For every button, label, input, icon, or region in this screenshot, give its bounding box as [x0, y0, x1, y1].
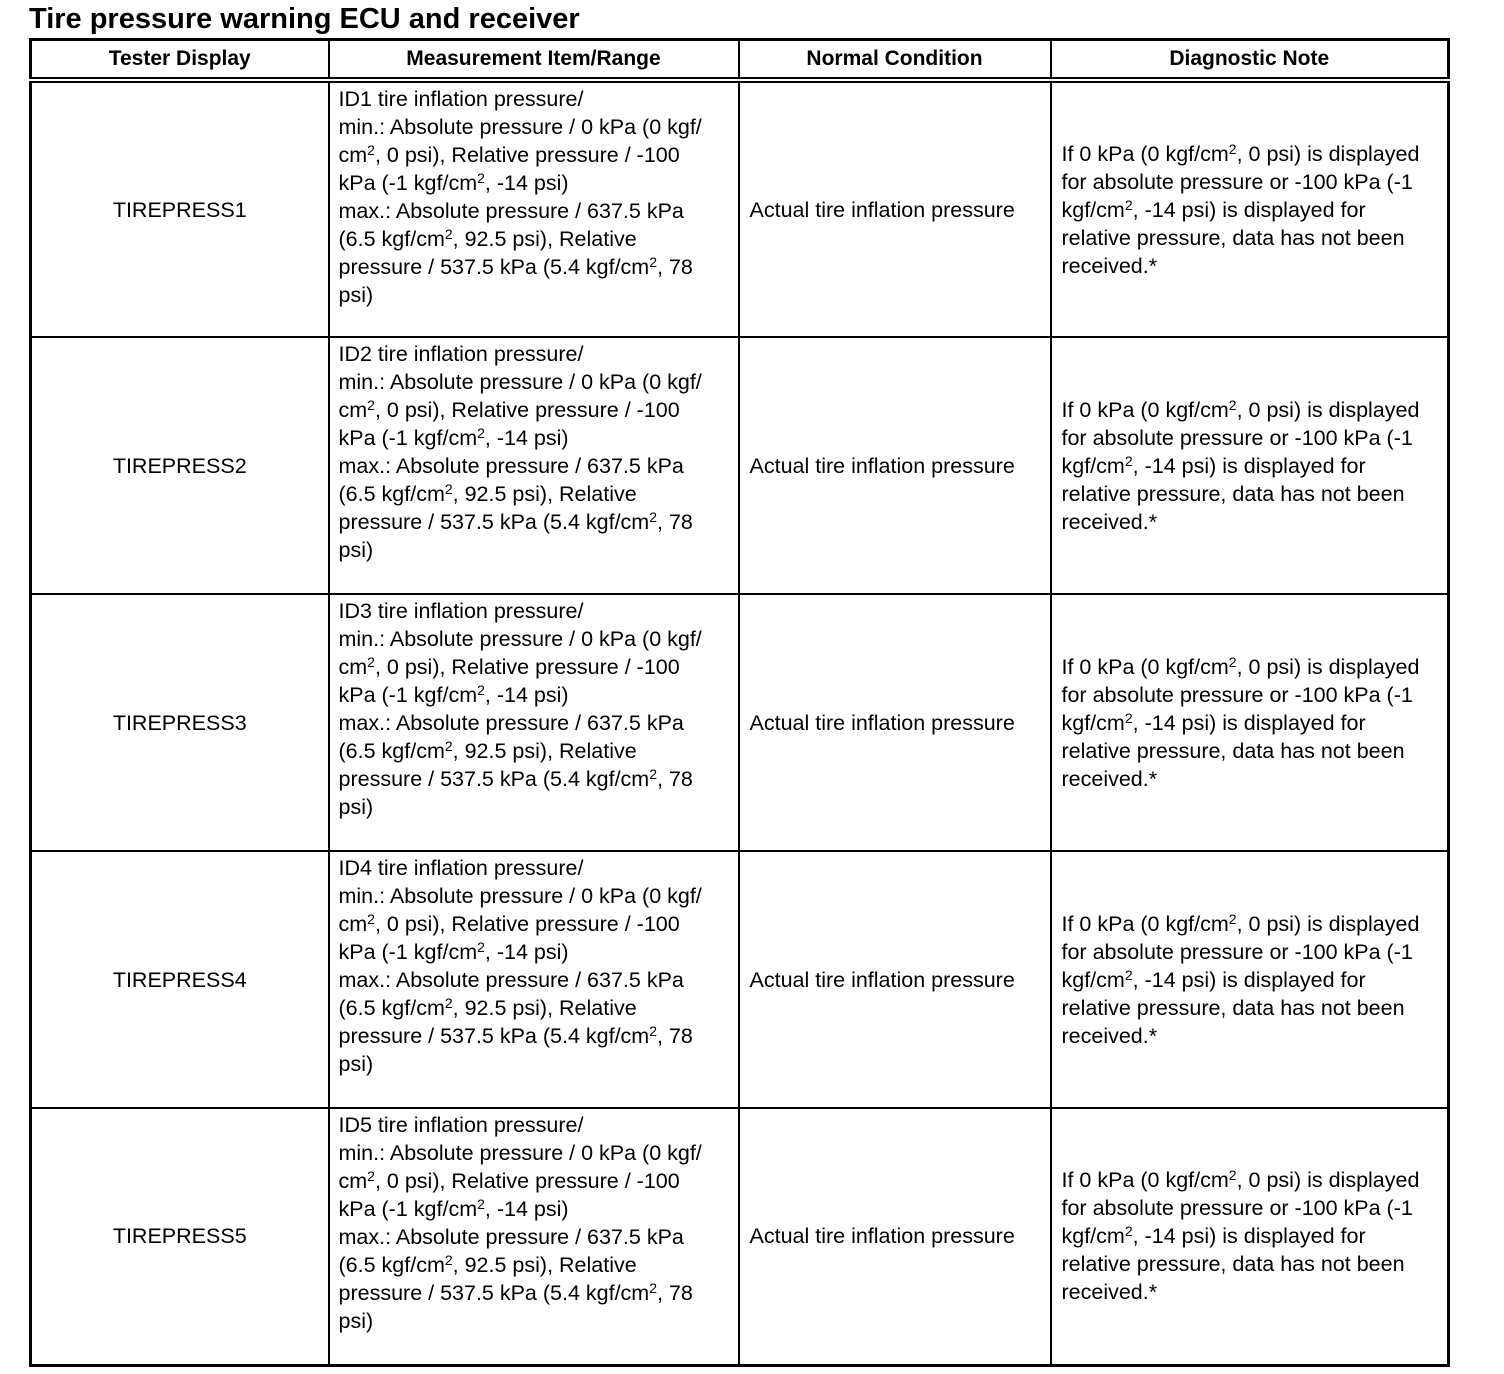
header-measurement-item-range: Measurement Item/Range [329, 40, 739, 81]
header-diagnostic-note: Diagnostic Note [1051, 40, 1449, 81]
tester-display-cell: TIREPRESS1 [31, 80, 329, 337]
measurement-range: min.: Absolute pressure / 0 kPa (0 kgf/ $cm^2$, 0 psi), Relative pressure / -100 kPa (-1 kgf/$cm^2$, -14 psi) max.: Absolute pressure / 637.5 kPa (6.5 kgf/$cm^2$, 92.5 psi), Relative pressure / 537.5 kPa (5.4 kgf/$cm^2$, 78 psi) [338, 1141, 702, 1333]
page-title: Tire pressure warning ECU and receiver [29, 3, 580, 35]
diagnostic-note-cell: If 0 kPa (0 kgf/$cm^2$, 0 psi) is displayed for absolute pressure or -100 kPa (-1 kgf/$cm^2$, -14 psi) is displayed for relative pressure, data has not been received.* [1051, 851, 1449, 1108]
measurement-title: ID5 tire inflation pressure/ [338, 1113, 584, 1137]
tester-display-cell: TIREPRESS4 [31, 851, 329, 1108]
data-list-table [29, 38, 1450, 1367]
table-header-row [31, 40, 1449, 81]
table-row [31, 80, 1449, 337]
measurement-range: min.: Absolute pressure / 0 kPa (0 kgf/ $cm^2$, 0 psi), Relative pressure / -100 kPa (-1 kgf/$cm^2$, -14 psi) max.: Absolute pressure / 637.5 kPa (6.5 kgf/$cm^2$, 92.5 psi), Relative pressure / 537.5 kPa (5.4 kgf/$cm^2$, 78 psi) [338, 884, 702, 1076]
tester-display-cell: TIREPRESS3 [31, 594, 329, 851]
measurement-item-cell [329, 1108, 739, 1365]
measurement-item-cell [329, 594, 739, 851]
tester-display-cell: TIREPRESS5 [31, 1108, 329, 1365]
header-tester-display: Tester Display [31, 40, 329, 81]
table-row [31, 1108, 1449, 1365]
table-row [31, 337, 1449, 594]
measurement-title: ID2 tire inflation pressure/ [338, 342, 584, 366]
table-row [31, 594, 1449, 851]
diagnostic-note-cell: If 0 kPa (0 kgf/$cm^2$, 0 psi) is displayed for absolute pressure or -100 kPa (-1 kgf/$cm^2$, -14 psi) is displayed for relative pressure, data has not been received.* [1051, 337, 1449, 594]
measurement-range: min.: Absolute pressure / 0 kPa (0 kgf/ $cm^2$, 0 psi), Relative pressure / -100 kPa (-1 kgf/$cm^2$, -14 psi) max.: Absolute pressure / 637.5 kPa (6.5 kgf/$cm^2$, 92.5 psi), Relative pressure / 537.5 kPa (5.4 kgf/$cm^2$, 78 psi) [338, 627, 702, 819]
table-body [31, 80, 1449, 1365]
tester-display-cell: TIREPRESS2 [31, 337, 329, 594]
measurement-title: ID3 tire inflation pressure/ [338, 599, 584, 623]
measurement-range: min.: Absolute pressure / 0 kPa (0 kgf/ $cm^2$, 0 psi), Relative pressure / -100 kPa (-1 kgf/$cm^2$, -14 psi) max.: Absolute pressure / 637.5 kPa (6.5 kgf/$cm^2$, 92.5 psi), Relative pressure / 537.5 kPa (5.4 kgf/$cm^2$, 78 psi) [338, 115, 702, 307]
measurement-range: min.: Absolute pressure / 0 kPa (0 kgf/ $cm^2$, 0 psi), Relative pressure / -100 kPa (-1 kgf/$cm^2$, -14 psi) max.: Absolute pressure / 637.5 kPa (6.5 kgf/$cm^2$, 92.5 psi), Relative pressure / 537.5 kPa (5.4 kgf/$cm^2$, 78 psi) [338, 370, 702, 562]
measurement-item-cell [329, 337, 739, 594]
normal-condition-cell: Actual tire inflation pressure [739, 594, 1051, 851]
table-row [31, 851, 1449, 1108]
measurement-title: ID1 tire inflation pressure/ [338, 87, 584, 111]
diagnostic-note-cell: If 0 kPa (0 kgf/$cm^2$, 0 psi) is displayed for absolute pressure or -100 kPa (-1 kgf/$cm^2$, -14 psi) is displayed for relative pressure, data has not been received.* [1051, 1108, 1449, 1365]
measurement-item-cell [329, 80, 739, 337]
normal-condition-cell: Actual tire inflation pressure [739, 851, 1051, 1108]
normal-condition-cell: Actual tire inflation pressure [739, 1108, 1051, 1365]
diagnostic-note-cell: If 0 kPa (0 kgf/$cm^2$, 0 psi) is displayed for absolute pressure or -100 kPa (-1 kgf/$cm^2$, -14 psi) is displayed for relative pressure, data has not been received.* [1051, 80, 1449, 337]
normal-condition-cell: Actual tire inflation pressure [739, 80, 1051, 337]
header-normal-condition: Normal Condition [739, 40, 1051, 81]
measurement-title: ID4 tire inflation pressure/ [338, 856, 584, 880]
diagnostic-note-cell: If 0 kPa (0 kgf/$cm^2$, 0 psi) is displayed for absolute pressure or -100 kPa (-1 kgf/$cm^2$, -14 psi) is displayed for relative pressure, data has not been received.* [1051, 594, 1449, 851]
normal-condition-cell: Actual tire inflation pressure [739, 337, 1051, 594]
measurement-item-cell [329, 851, 739, 1108]
